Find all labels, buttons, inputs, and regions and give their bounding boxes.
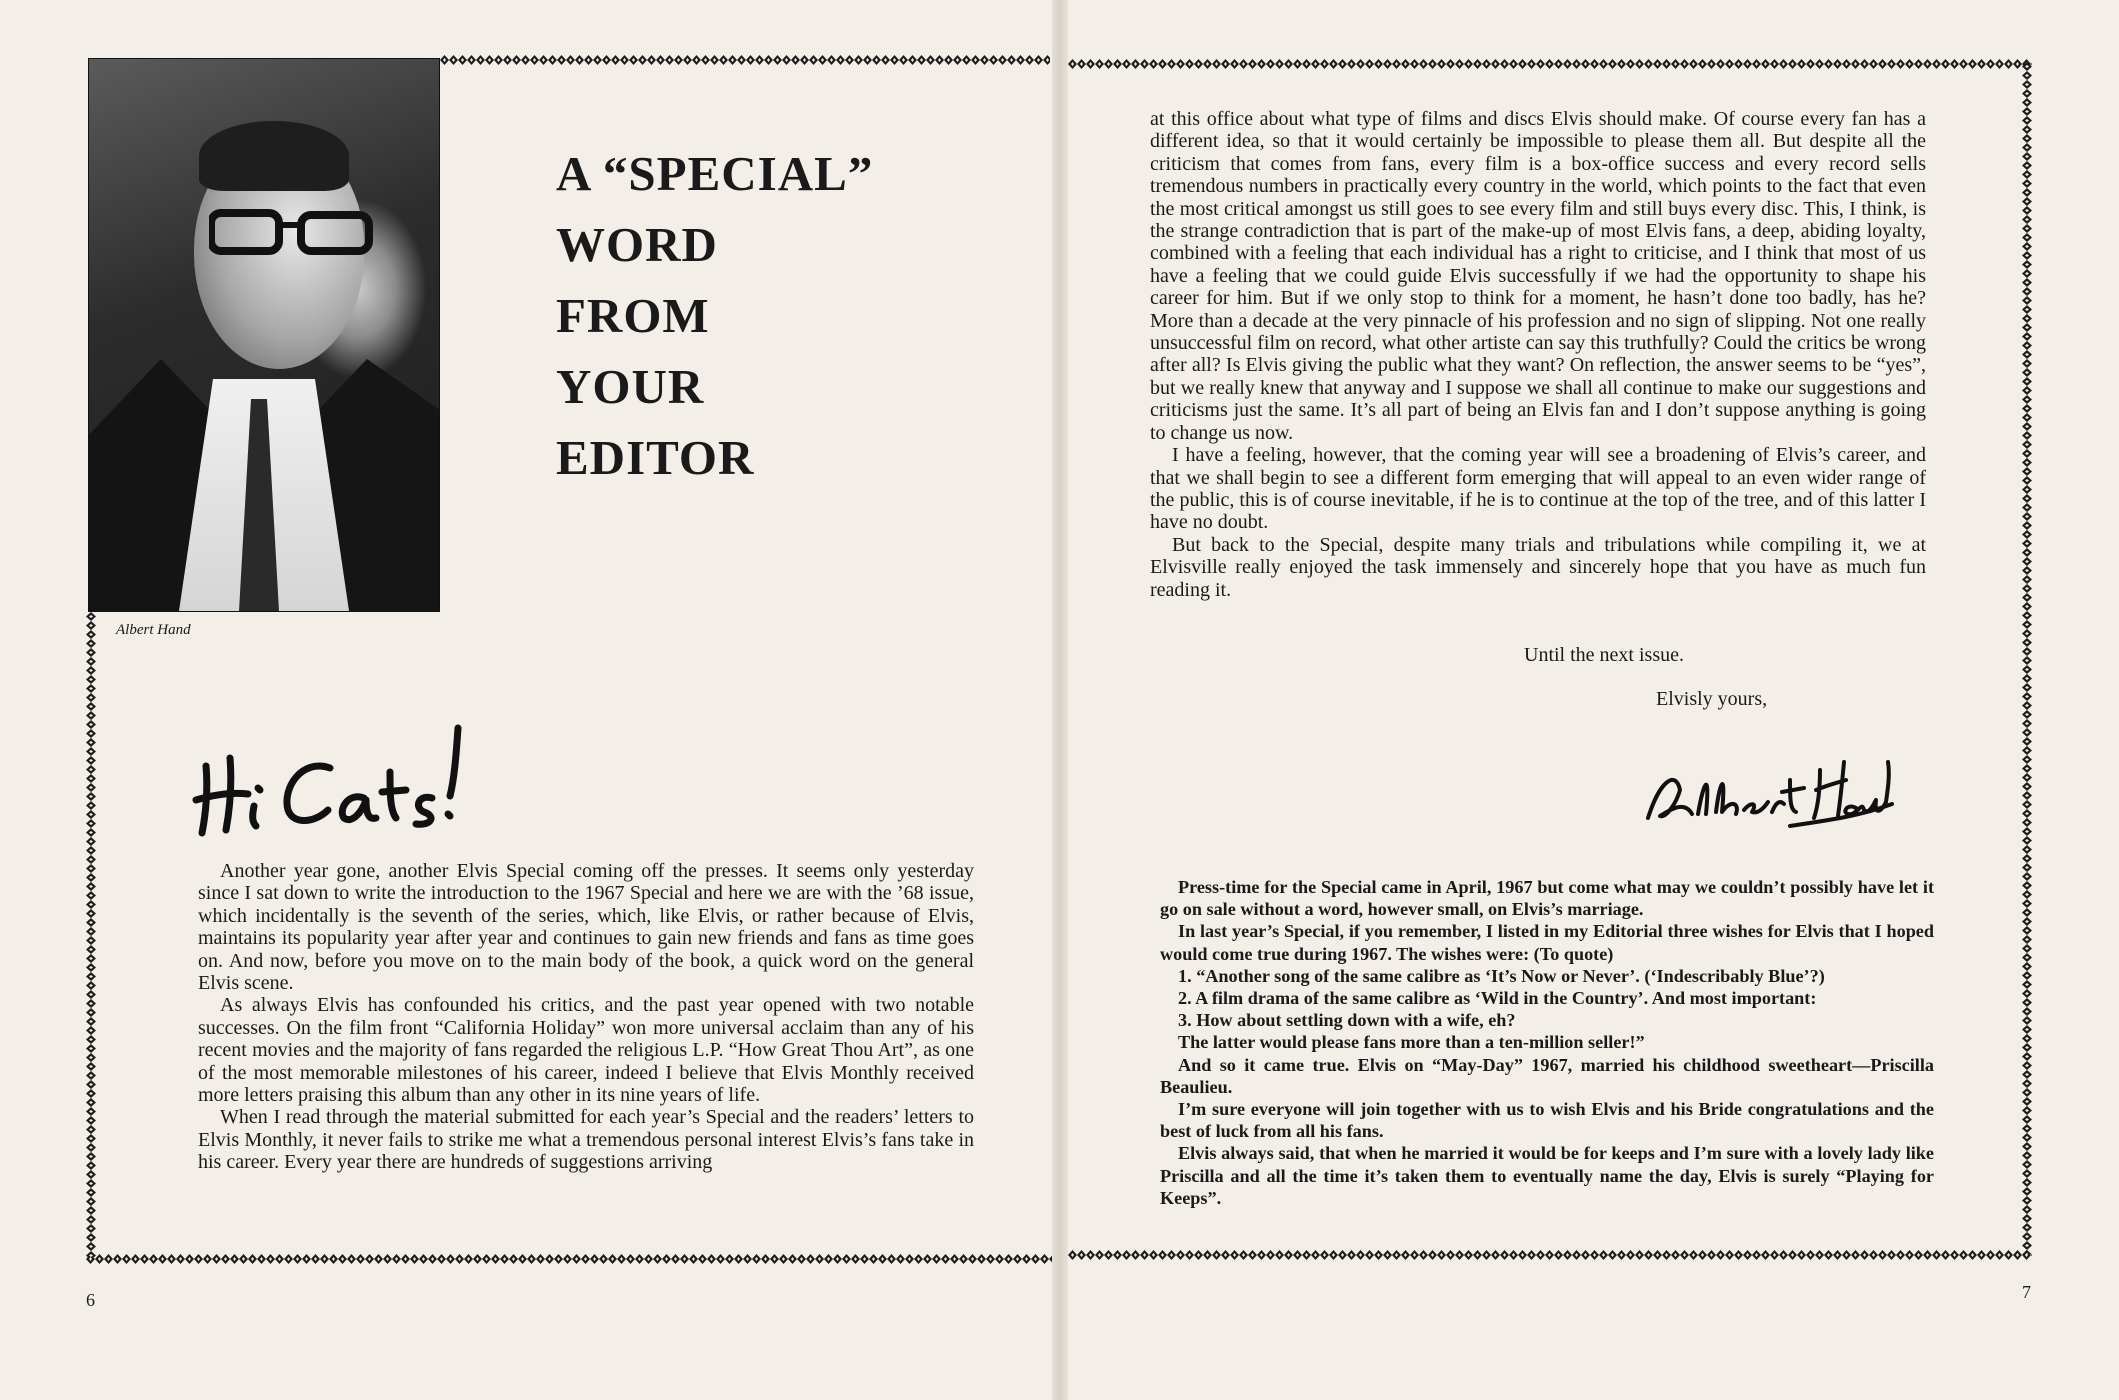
paragraph: As always Elvis has confounded his critics, and the past year opened with two notable successes. On the film front “California Holiday” won more universal acclaim than any of his recent movies and the majority of fans regarded the religious L.P. “How Great Thou Art”, as one of the most memorable milestones of his career, indeed I believe that Elvis Monthly received more letters praising this album than any other in its nine years of life.	[198, 994, 974, 1107]
editor-photo	[88, 58, 440, 612]
paragraph: Another year gone, another Elvis Special coming off the presses. It seems only yesterday since I sat down to write the introduction to the 1967 Special and here we are with the ’68 issue, which incidentally is the seventh of the series, which, like Elvis, or rather because of Elvis, maintains its popularity year after year and continues to gain new friends and fans as time goes on. And now, before you move on to the main body of the book, a quick word on the general Elvis scene.	[198, 860, 974, 995]
paragraph: Elvis always said, that when he married it would be for keeps and I’m sure with a lovely lady like Priscilla and all the time it’s taken them to eventually name the day, Elvis is surely “Playing for Keeps”.	[1160, 1143, 1934, 1208]
right-side-border	[2022, 62, 2032, 1254]
editorial-body-right	[1150, 108, 1926, 601]
closing-line: Until the next issue.	[1524, 644, 1684, 666]
wish-item: 2. A film drama of the same calibre as ‘Wild in the Country’. And most important:	[1178, 988, 1817, 1009]
paragraph: Press-time for the Special came in April, 1967 but come what may we couldn’t possibly have let it go on sale without a word, however small, on Elvis’s marriage.	[1160, 877, 1934, 920]
right-bottom-border	[1068, 1250, 2032, 1260]
sign-off: Elvisly yours,	[1656, 688, 1768, 710]
paragraph: But back to the Special, despite many trials and tribulations while compiling it, we at Elvisville really enjoyed the task immensely and sincerely hope that you have as much fun reading it.	[1150, 533, 1926, 601]
paragraph: I have a feeling, however, that the coming year will see a broadening of Elvis’s career, and that we shall begin to see a different form emerging that will appeal to an even wider range of the public, this is of course inevitable, if he is to continue at the top of the tree, and of this latter I have no doubt.	[1150, 444, 1926, 534]
hi-cats-handwriting	[192, 718, 512, 838]
page-number-right: 7	[2022, 1282, 2031, 1302]
wish-item: 3. How about settling down with a wife, eh?	[1178, 1010, 1516, 1031]
paragraph: I’m sure everyone will join together with us to wish Elvis and his Bride congratulations and the best of luck from all his fans.	[1160, 1099, 1934, 1142]
gutter	[1052, 0, 1068, 1400]
left-top-border	[440, 55, 1050, 65]
headline-line: EDITOR	[556, 430, 755, 485]
left-bottom-border	[86, 1254, 1052, 1264]
wish-item: 1. “Another song of the same calibre as ‘It’s Now or Never’. (‘Indescribably Blue’?)	[1178, 965, 1825, 986]
headline-line: FROM	[556, 288, 710, 343]
left-side-border	[86, 612, 96, 1257]
article-headline	[556, 138, 976, 493]
paragraph: And so it came true. Elvis on “May-Day” 1967, married his childhood sweetheart—Priscilla Beaulieu.	[1160, 1054, 1934, 1097]
editorial-body-left	[198, 860, 974, 1174]
photo-caption: Albert Hand	[116, 622, 191, 638]
paragraph: When I read through the material submitted for each year’s Special and the readers’ letters to Elvis Monthly, it never fails to strike me what a tremendous personal interest Elvis’s fans take in his career. Every year there are hundreds of suggestions arriving	[198, 1106, 974, 1174]
paragraph: In last year’s Special, if you remember, I listed in my Editorial three wishes for Elvis that I hoped would come true during 1967. The wishes were: (To quote)	[1160, 921, 1934, 964]
page-number-left: 6	[86, 1290, 95, 1310]
headline-line: A “SPECIAL”	[556, 146, 874, 201]
editor-signature	[1640, 740, 1900, 840]
postscript-block	[1160, 876, 1934, 1209]
right-top-border	[1068, 59, 2032, 69]
show-through-print	[480, 60, 505, 163]
headline-line: YOUR	[556, 359, 705, 414]
headline-line: WORD	[556, 217, 718, 272]
paragraph: at this office about what type of films and discs Elvis should make. Of course every fan has a different idea, so that it would certainly be impossible to please them all. But despite all the criticism that comes from fans, every film is a box-office success and every record sells tremendous numbers in practically every country in the world, which points to the fact that even the most critical amongst us still goes to see every film and still buys every disc. This, I think, is the strange contradiction that is part of the make-up of most Elvis fans, a deep, abiding loyalty, combined with a feeling that each individual has a right to criticise, and I think that most of us have a feeling that we could guide Elvis successfully if we had the opportunity to shape his career for him. But if we only stop to think for a moment, he hasn’t done too badly, has he? More than a decade at the very pinnacle of his profession and no sign of slipping. Not one really unsuccessful film on record, what other artiste can say this truthfully? Could the critics be wrong after all? Is Elvis giving the public what they want? On reflection, the answer seems to be “yes”, but we really knew that anyway and I suppose we shall all continue to make our suggestions and criticisms just the same. It’s all part of being an Elvis fan and I don’t suppose anything is going to change us now.	[1150, 108, 1926, 444]
wish-item: The latter would please fans more than a ten-million seller!”	[1178, 1032, 1645, 1053]
